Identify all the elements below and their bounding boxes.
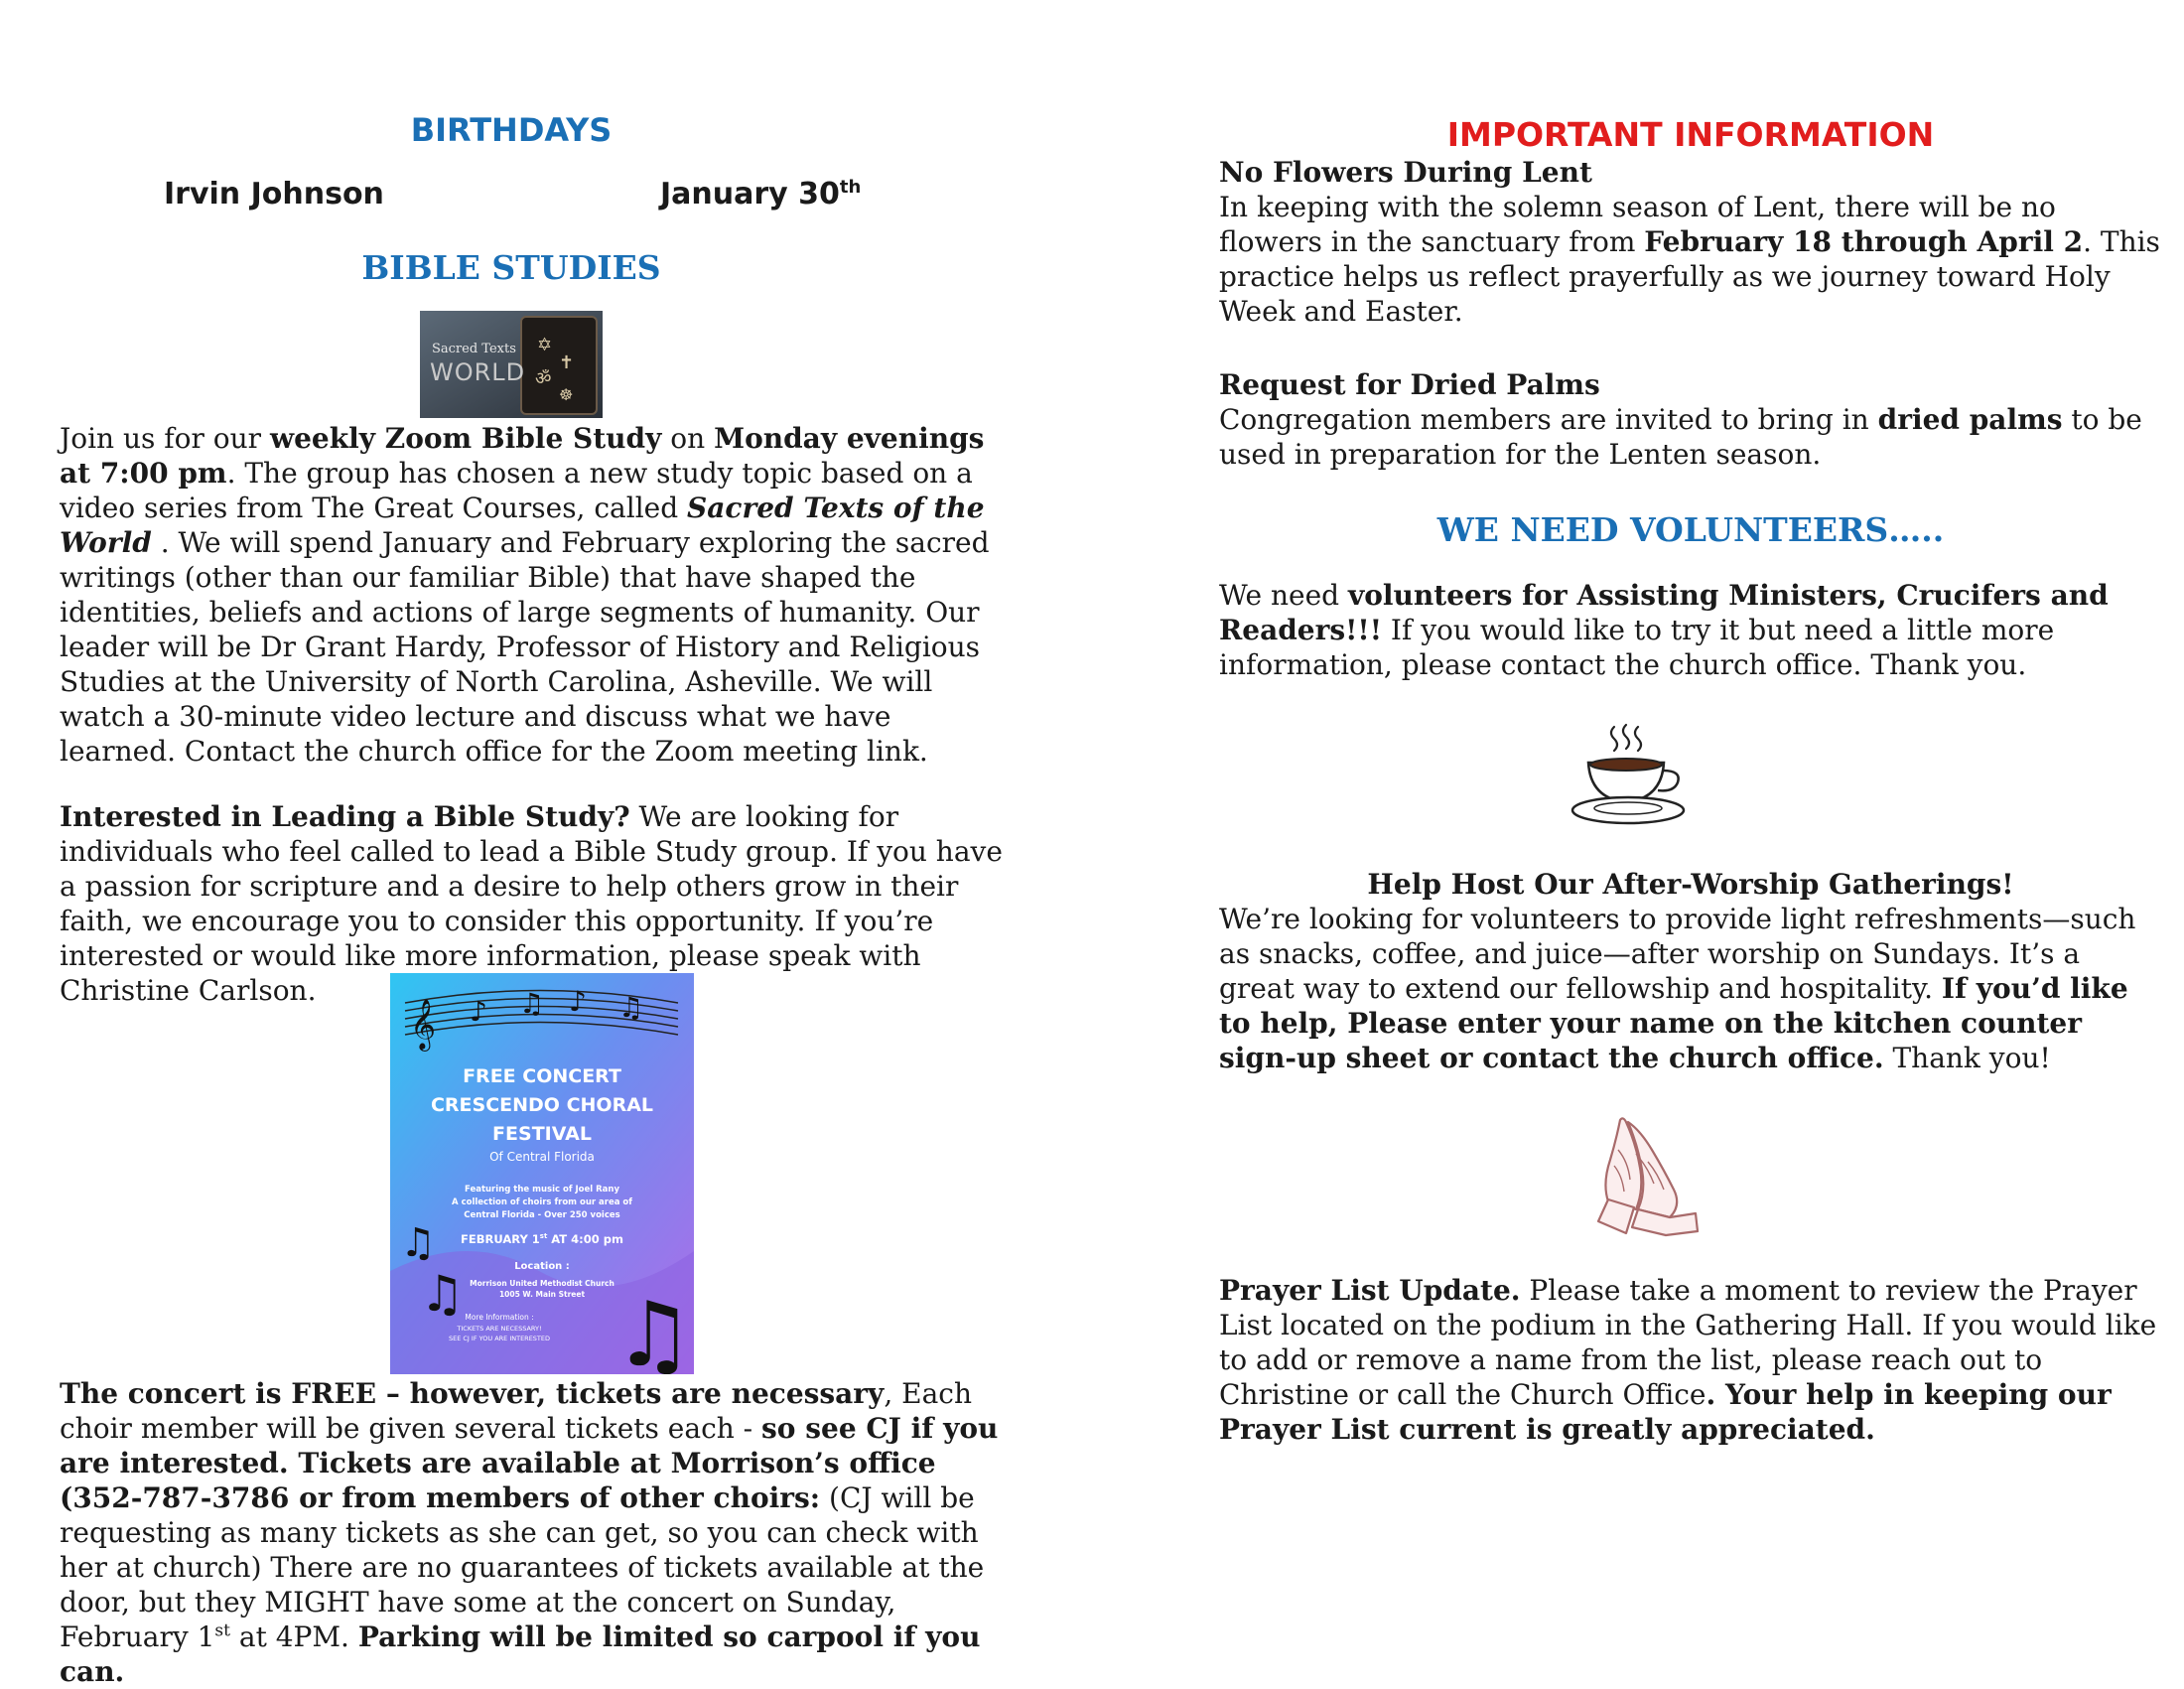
poster-more-2: TICKETS ARE NECESSARY! [457, 1325, 542, 1333]
concert-tickets-paragraph [60, 1376, 1003, 1689]
svg-text:☸: ☸ [559, 385, 574, 404]
text-run: We’re looking for volunteers to provide light refreshments—such as snacks, coffee, and juice—after worship on Sundays. It’s a great way to extend our fellowship and hospitality. [1219, 903, 2136, 1005]
svg-text:♫: ♫ [400, 1220, 436, 1266]
poster-location-2: 1005 W. Main Street [498, 1290, 586, 1299]
text-run: Join us for our [60, 422, 270, 455]
poster-title-3: FESTIVAL [492, 1123, 592, 1145]
birthday-date [660, 177, 861, 211]
svg-text:♫: ♫ [618, 991, 644, 1024]
dried-palms-title [1219, 367, 2162, 402]
text-run: If you’d like to help, Please enter your name on the kitchen counter sign-up sheet or contact the church office. [1219, 972, 2128, 1074]
text-run: dried palms [1877, 403, 2063, 436]
text-run: Prayer List Update. [1219, 1274, 1521, 1307]
poster-subtitle: Of Central Florida [489, 1150, 595, 1164]
text-run: weekly Zoom Bible Study [269, 422, 662, 455]
text-run: . The group has chosen a new study topic based on a video series from The Great Courses, called [60, 457, 973, 524]
text-run: Please take a moment to review the Prayer List located on the podium in the Gathering Hall. If you would like to add or remove a name from the list, please reach out to Christine or call the Church Office [1219, 1274, 2157, 1411]
svg-text:♪: ♪ [470, 995, 487, 1028]
sacred-image-line1: Sacred Texts [432, 342, 516, 356]
text-run: We are looking for individuals who feel called to lead a Bible Study group. If you have a passion for scripture and a desire to help others grow in their faith, we encourage you to consider this opportunity. If you’re interested or would like more information, please speak with Christine Carlson. [60, 800, 1003, 1007]
poster-title-2: CRESCENDO CHORAL [430, 1094, 654, 1116]
course-title: Sacred Texts of the World [60, 492, 985, 559]
text-run: so see CJ if you are interested. Tickets are available at Morrison’s office (352-787-3786 or from members of other choirs: [60, 1412, 999, 1514]
birthdays-heading: BIRTHDAYS [410, 111, 613, 149]
no-flowers-paragraph [1219, 190, 2162, 329]
text-run: February 18 through April 2 [1644, 225, 2084, 258]
text-run: on [661, 422, 715, 455]
poster-title-1: FREE CONCERT [463, 1065, 621, 1087]
svg-text:✡: ✡ [537, 335, 553, 355]
text-run: st [214, 1620, 230, 1641]
host-gatherings-title [1219, 867, 2162, 902]
text-run: Interested in Leading a Bible Study? [60, 800, 630, 833]
text-run: , Each choir member will be given several tickets each - [60, 1377, 972, 1445]
text-run: Congregation members are invited to bring in [1219, 403, 1878, 436]
text-run: (CJ will be requesting as many tickets as she can get, so you can check with her at church) There are no guarantees of tickets available at the door, but they MIGHT have some at the concert on Sunday, February 1 [60, 1481, 985, 1653]
dried-palms-paragraph [1219, 402, 2162, 472]
svg-text:♪: ♪ [569, 985, 587, 1018]
birthday-date-suffix: th [839, 177, 862, 198]
poster-more-3: SEE CJ IF YOU ARE INTERESTED [448, 1335, 551, 1342]
svg-text:ॐ: ॐ [535, 368, 552, 389]
text-run: Help Host Our After-Worship Gatherings! [1367, 868, 2014, 901]
important-information-heading: IMPORTANT INFORMATION [1446, 115, 1935, 154]
birthday-name: Irvin Johnson [164, 177, 384, 211]
text-run: at 4PM. [229, 1620, 358, 1653]
prayer-list-paragraph [1219, 1273, 2162, 1447]
svg-text:♫: ♫ [420, 1265, 465, 1323]
birthday-date-text: January 30 [660, 177, 840, 211]
poster-date-sup: st [539, 1232, 548, 1240]
praying-hands-icon [1578, 1110, 1707, 1239]
text-run: volunteers for Assisting Ministers, Crucifers and Readers!!! [1219, 579, 2109, 646]
text-run: Monday evenings at 7:00 pm [60, 422, 985, 490]
host-gatherings-paragraph [1219, 902, 2162, 1075]
poster-date-main: FEBRUARY 1 [461, 1232, 540, 1246]
text-run: . We will spend January and February exploring the sacred writings (other than our familiar Bible) that have shaped the identities, beliefs and actions of large segments of humanity. Our leader will be Dr Grant Hardy, Professor of History and Religious Studies at the University of North Carolina, Asheville. We will watch a 30-minute video lecture and discuss what we have learned. Contact the church office for the Zoom meeting link. [60, 526, 990, 768]
text-run: Parking will be limited so carpool if you can. [60, 1620, 981, 1688]
svg-text:♫: ♫ [614, 1283, 694, 1374]
no-flowers-section [1219, 155, 2162, 329]
poster-line-2: A collection of choirs from our area of [452, 1197, 632, 1207]
sacred-image-line2: WORLD [430, 358, 526, 386]
text-run: to be used in preparation for the Lenten season. [1219, 403, 2142, 471]
text-run: No Flowers During Lent [1219, 156, 1592, 189]
poster-line-1: Featuring the music of Joel Rany [464, 1185, 620, 1195]
svg-text:𝄞: 𝄞 [410, 999, 437, 1050]
poster-location-label: Location : [514, 1261, 570, 1272]
no-flowers-title [1219, 155, 2162, 190]
host-gatherings-section [1219, 867, 2162, 1075]
volunteers-paragraph [1219, 578, 2162, 682]
text-run: In keeping with the solemn season of Lent, there will be no flowers in the sanctuary from [1219, 191, 2056, 258]
dried-palms-section [1219, 367, 2162, 472]
text-run: . This practice helps us reflect prayerfully as we journey toward Holy Week and Easter. [1219, 225, 2160, 328]
text-run: Thank you! [1883, 1042, 2051, 1074]
poster-date-time: AT 4:00 pm [547, 1232, 623, 1246]
poster-location-1: Morrison United Methodist Church [470, 1279, 614, 1288]
zoom-bible-study-paragraph [60, 421, 1003, 769]
svg-text:♫: ♫ [519, 987, 545, 1020]
poster-more-1: More Information : [465, 1313, 534, 1322]
concert-poster [390, 973, 694, 1374]
text-run: If you would like to try it but need a little more information, please contact the church office. Thank you. [1219, 614, 2055, 681]
bible-studies-heading: BIBLE STUDIES [361, 248, 661, 287]
text-run: Request for Dried Palms [1219, 368, 1600, 401]
sacred-texts-book-icon [420, 311, 603, 418]
text-run: The concert is FREE – however, tickets are necessary [60, 1377, 885, 1410]
text-run: . Your help in keeping our Prayer List current is greatly appreciated. [1219, 1378, 2112, 1446]
volunteers-heading: WE NEED VOLUNTEERS….. [1436, 510, 1945, 549]
svg-text:✝: ✝ [559, 352, 575, 373]
text-run: We need [1219, 579, 1348, 612]
coffee-cup-icon [1567, 721, 1696, 830]
poster-line-3: Central Florida - Over 250 voices [464, 1210, 620, 1220]
